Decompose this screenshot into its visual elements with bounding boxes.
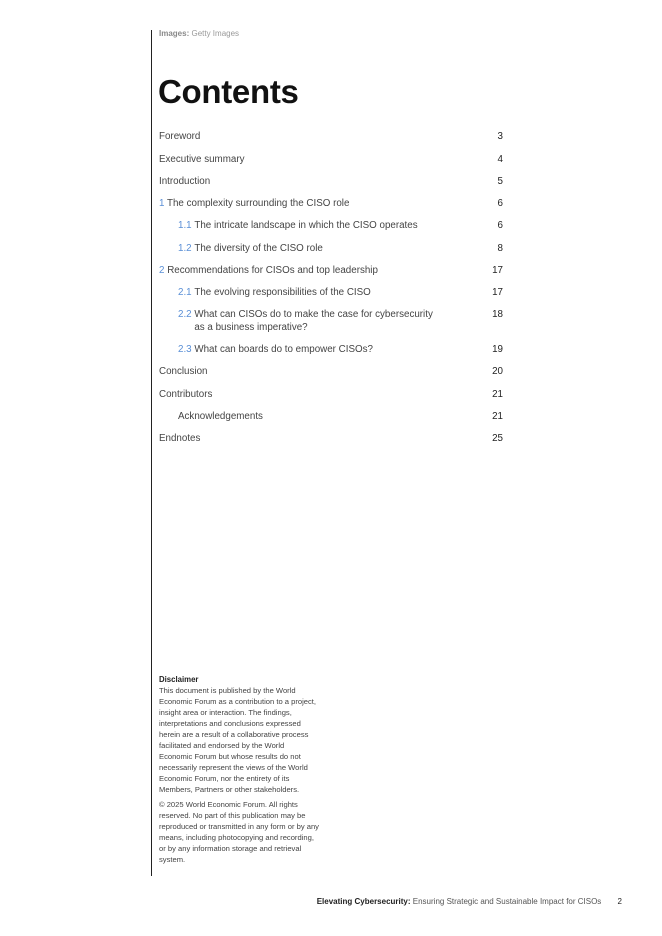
left-vertical-rule (151, 30, 152, 876)
toc-entry[interactable] (159, 432, 503, 445)
toc-entry[interactable] (159, 264, 503, 277)
toc-entry-page: 4 (497, 154, 503, 165)
page-title: Contents (158, 73, 299, 110)
toc-entry-title: Introduction (159, 176, 211, 187)
toc-entry-number: 1.2 (178, 243, 192, 254)
toc-entry[interactable] (159, 242, 503, 255)
toc-entry-number: 1 (159, 198, 165, 209)
toc-entry-title: Foreword (159, 131, 201, 142)
toc-entry-title: Contributors (159, 389, 213, 400)
image-credit-text: Getty Images (191, 29, 240, 38)
toc-entry-number: 2.1 (178, 287, 192, 298)
toc-entry[interactable] (159, 308, 503, 334)
toc-entry-title: The complexity surrounding the CISO role (167, 198, 350, 209)
toc-entry-number: 1.1 (178, 220, 192, 231)
toc-entry-number: 2.3 (178, 344, 192, 355)
disclaimer (159, 674, 319, 865)
toc-entry-title: Recommendations for CISOs and top leadership (167, 265, 378, 276)
image-credit-label: Images: (159, 29, 190, 38)
toc-entry-page: 17 (492, 265, 503, 276)
toc-entry[interactable] (159, 219, 503, 232)
toc-entry[interactable] (159, 153, 503, 166)
toc-entry-page: 21 (492, 389, 503, 400)
page-number: 2 (617, 897, 622, 906)
toc-entry-number: 2 (159, 265, 165, 276)
toc-entry-page: 17 (492, 287, 503, 298)
toc-entry-title: What can boards do to empower CISOs? (194, 344, 373, 355)
image-credit (159, 29, 239, 38)
toc-entry[interactable] (159, 343, 503, 356)
toc-entry[interactable] (159, 197, 503, 210)
toc-entry-page: 5 (497, 176, 503, 187)
toc-entry-page: 20 (492, 366, 503, 377)
toc-entry-title: Endnotes (159, 433, 201, 444)
toc-entry-number: 2.2 (178, 309, 192, 320)
toc-entry-page: 19 (492, 344, 503, 355)
disclaimer-heading: Disclaimer (159, 675, 199, 684)
toc-entry[interactable] (159, 175, 503, 188)
toc-entry[interactable] (159, 286, 503, 299)
toc-entry[interactable] (159, 365, 503, 378)
toc-entry-page: 3 (497, 131, 503, 142)
toc-entry-title: The evolving responsibilities of the CISO (194, 287, 371, 298)
toc-entry-page: 18 (492, 309, 503, 320)
toc-entry-title: What can CISOs do to make the case for cybersecurity as a business imperative? (194, 309, 433, 333)
disclaimer-paragraph: This document is published by the World Economic Forum as a contribution to a project, insight area or interaction. The findings, interpretations and conclusions expressed herein are a result of a collaborative process facilitated and endorsed by the World Economic Forum but whose results do not necessarily represent the views of the World Economic Forum, nor the entirety of its Members, Partners or other stakeholders. (159, 686, 317, 794)
toc-entry-page: 21 (492, 411, 503, 422)
toc-entry-title: The intricate landscape in which the CISO operates (194, 220, 418, 231)
toc-entry-title: Acknowledgements (178, 411, 263, 422)
toc-entry-title: Executive summary (159, 154, 245, 165)
toc-entry-title: Conclusion (159, 366, 208, 377)
page-footer (317, 897, 622, 906)
toc-entry-page: 25 (492, 433, 503, 444)
toc-entry-page: 6 (497, 198, 503, 209)
toc-entry[interactable] (159, 130, 503, 143)
footer-report-subtitle: Ensuring Strategic and Sustainable Impact for CISOs (412, 897, 602, 906)
toc-entry-title: The diversity of the CISO role (194, 243, 323, 254)
toc-entry-page: 6 (497, 220, 503, 231)
toc-entry-page: 8 (497, 243, 503, 254)
toc-entry[interactable] (159, 410, 503, 423)
toc-entry[interactable] (159, 388, 503, 401)
copyright-paragraph: © 2025 World Economic Forum. All rights reserved. No part of this publication may be reproduced or transmitted in any form or by any means, including photocopying and recording, or by any information storage and retrieval system. (159, 800, 319, 864)
footer-report-title: Elevating Cybersecurity: (316, 897, 411, 906)
